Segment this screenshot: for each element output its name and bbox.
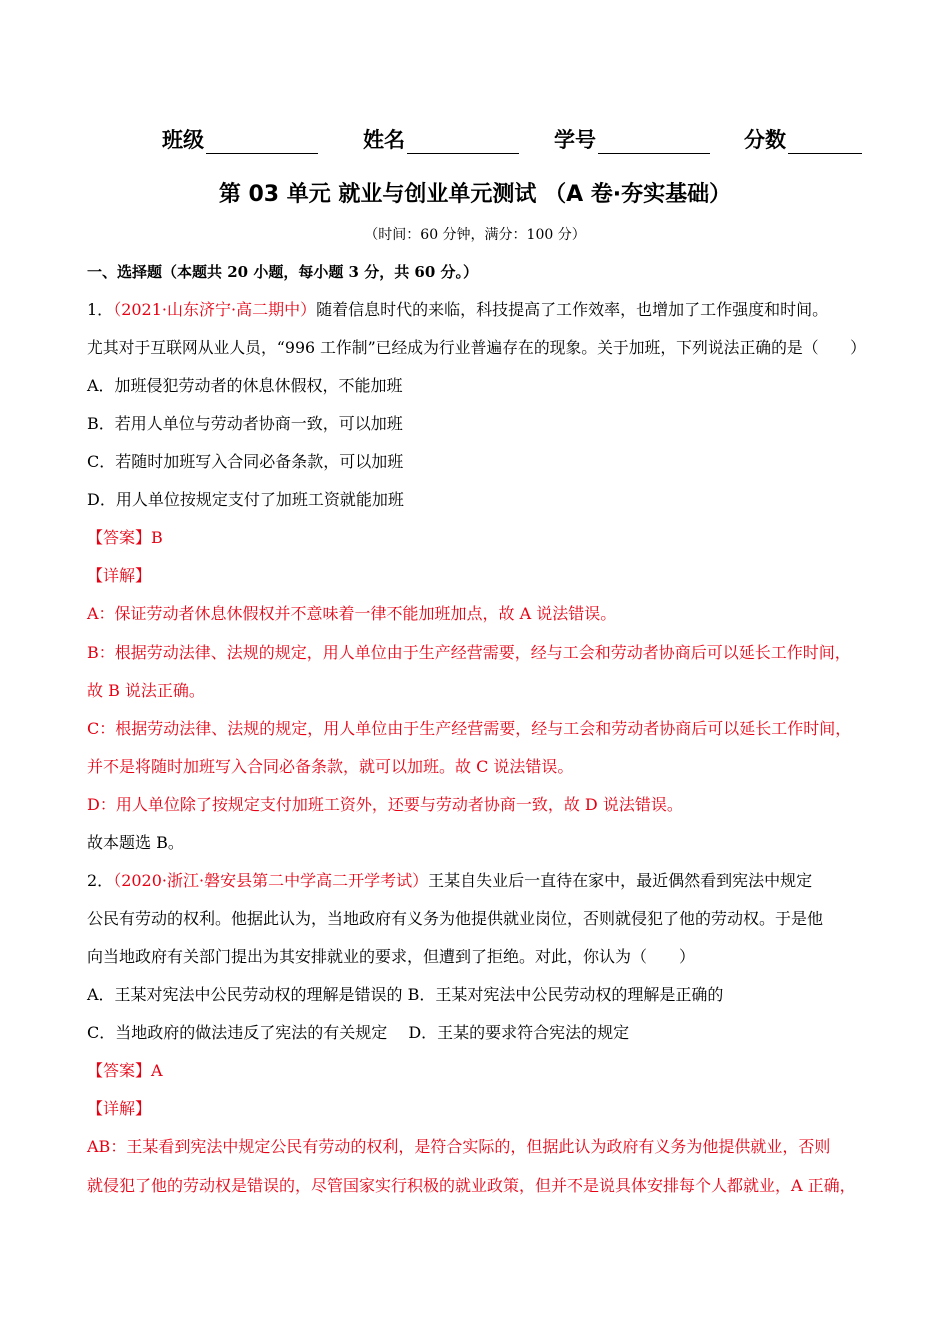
class-field[interactable] [162, 124, 318, 154]
question-2-stem [87, 871, 812, 891]
explanation-a: A：保证劳动者休息休假权并不意味着一律不能加班加点，故 A 说法错误。 [87, 604, 617, 623]
explanation-c: C：根据劳动法律、法规的规定，用人单位由于生产经营需要，经与工会和劳动者协商后可以延长工作时间， [87, 719, 852, 738]
stem-text: 王某自失业后一直待在家中，最近偶然看到宪法中规定 [428, 871, 813, 890]
name-blank[interactable] [407, 131, 519, 154]
answer-label: 【答案】A [87, 1061, 163, 1080]
explanation-b-cont: 故 B 说法正确。 [87, 681, 205, 700]
explanation-ab: AB：王某看到宪法中规定公民有劳动的权利，是符合实际的，但据此认为政府有义务为他提供就业，否则 [87, 1137, 831, 1156]
option-b: B．若用人单位与劳动者协商一致，可以加班 [87, 414, 403, 433]
section-heading: 一、选择题（本题共 20 小题，每小题 3 分，共 60 分。） [87, 263, 479, 281]
question-1-stem [87, 300, 828, 320]
question-2-stem-line-2: 公民有劳动的权利。他据此认为，当地政府有义务为他提供就业岗位，否则就侵犯了他的劳动权。于是他 [87, 909, 824, 928]
question-2-stem-line-3: 向当地政府有关部门提出为其安排就业的要求，但遭到了拒绝。对此，你认为（ ） [87, 947, 696, 966]
answer-label: 【答案】B [87, 528, 163, 547]
name-label: 姓名 [363, 128, 405, 152]
detail-label: 【详解】 [87, 566, 152, 585]
score-label: 分数 [744, 128, 786, 152]
explanation-b: B：根据劳动法律、法规的规定，用人单位由于生产经营需要，经与工会和劳动者协商后可以延长工作时间， [87, 643, 851, 662]
option-d: D．用人单位按规定支付了加班工资就能加班 [87, 490, 404, 509]
page-subtitle: （时间：60 分钟，满分：100 分） [364, 227, 586, 243]
options-cd: C．当地政府的做法违反了宪法的有关规定 D．王某的要求符合宪法的规定 [87, 1023, 630, 1042]
name-field[interactable] [363, 124, 519, 154]
id-label: 学号 [554, 128, 596, 152]
option-a: A．加班侵犯劳动者的休息休假权，不能加班 [87, 376, 403, 395]
question-1-stem-line-2: 尤其对于互联网从业人员，“996 工作制”已经成为行业普遍存在的现象。关于加班，下列说法正确的是（ ） [87, 338, 866, 357]
id-blank[interactable] [598, 131, 710, 154]
class-label: 班级 [162, 128, 204, 152]
question-number: 1． [87, 300, 114, 319]
explanation-c-cont: 并不是将随时加班写入合同必备条款，就可以加班。故 C 说法错误。 [87, 757, 574, 776]
explanation-ab-cont: 就侵犯了他的劳动权是错误的，尽管国家实行积极的就业政策，但并不是说具体安排每个人都就业，A 正确， [87, 1176, 856, 1195]
page-title: 第 03 单元 就业与创业单元测试 （A 卷·夯实基础） [218, 182, 732, 207]
conclusion: 故本题选 B。 [87, 833, 184, 852]
question-source: （2021·山东济宁·高二期中） [113, 300, 317, 319]
score-blank[interactable] [788, 131, 862, 154]
detail-label: 【详解】 [87, 1099, 152, 1118]
question-source: （2020·浙江·磐安县第二中学高二开学考试） [113, 871, 429, 890]
class-blank[interactable] [206, 131, 318, 154]
option-c: C．若随时加班写入合同必备条款，可以加班 [87, 452, 404, 471]
stem-text: 随着信息时代的来临，科技提高了工作效率，也增加了工作强度和时间。 [316, 300, 829, 319]
options-ab: A．王某对宪法中公民劳动权的理解是错误的 B．王某对宪法中公民劳动权的理解是正确的 [87, 985, 724, 1004]
id-field[interactable] [554, 124, 710, 154]
score-field[interactable] [744, 124, 862, 154]
explanation-d: D：用人单位除了按规定支付加班工资外，还要与劳动者协商一致，故 D 说法错误。 [87, 795, 683, 814]
question-number: 2． [87, 871, 114, 890]
